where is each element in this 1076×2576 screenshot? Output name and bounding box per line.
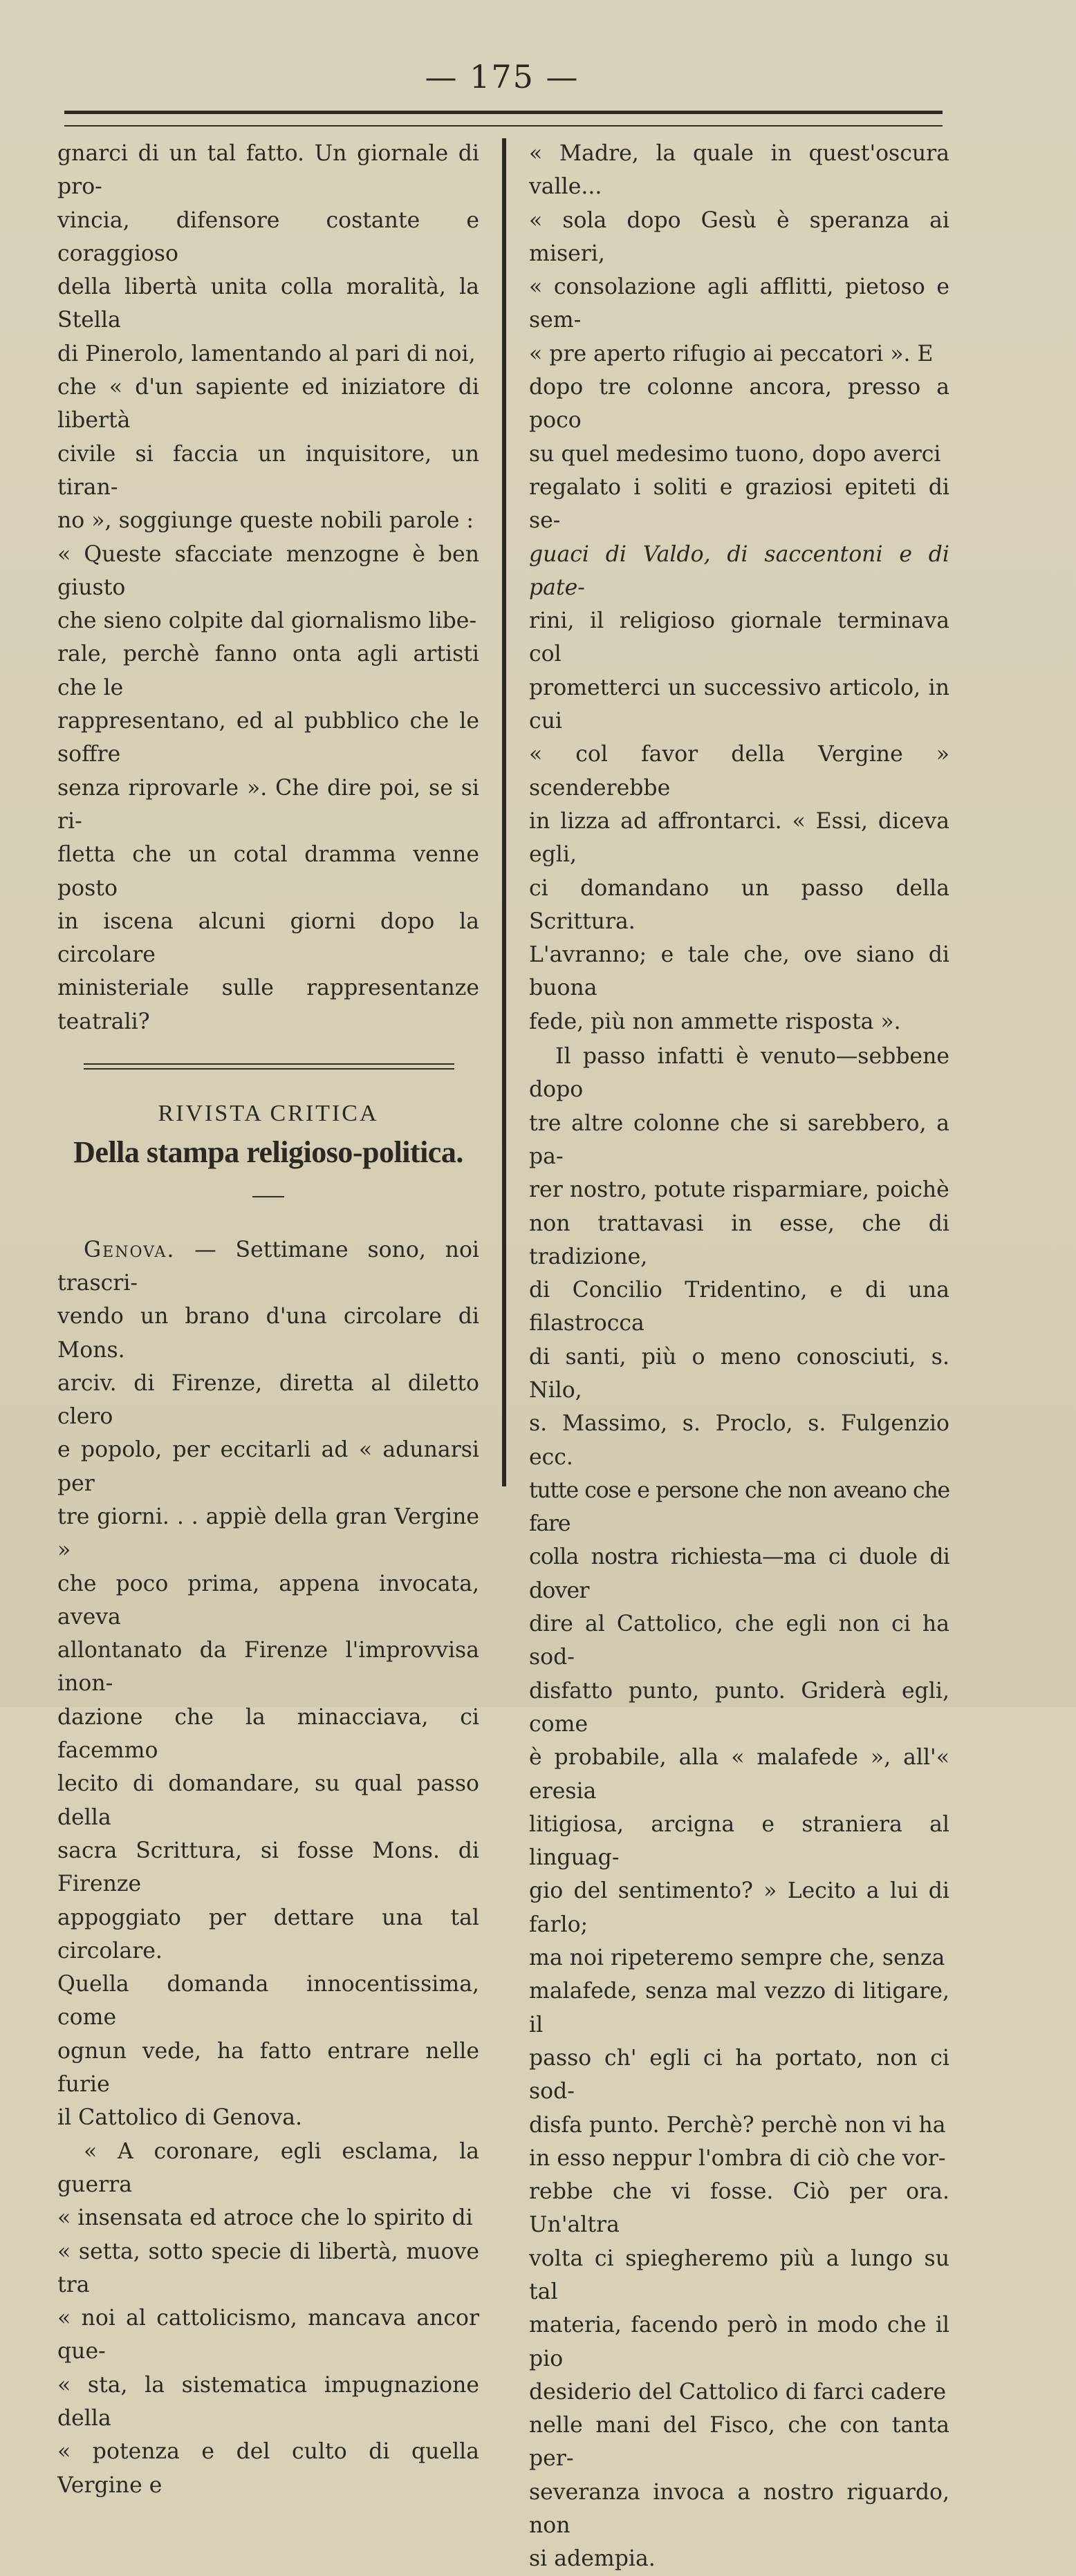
left-top-paragraph xyxy=(57,137,479,1038)
text-line: su quel medesimo tuono, dopo averci xyxy=(529,441,941,467)
text-line: nelle mani del Fisco, che con tanta per- xyxy=(529,2413,949,2472)
right-column xyxy=(529,137,949,2576)
text-line: che sieno colpite dal giornalismo libe- xyxy=(57,608,477,634)
text-line: dire al Cattolico, che egli non ci ha sod- xyxy=(529,1612,949,1670)
text-line: è probabile, alla « malafede », all'« eresia xyxy=(529,1745,949,1804)
text-line: in lizza ad affrontarci. « Essi, diceva egli, xyxy=(529,808,949,868)
text-line: regalato i soliti e graziosi epiteti di se- xyxy=(529,474,949,534)
text-line: L'avranno; e tale che, ove siano di buona xyxy=(529,942,949,1001)
text-line: prometterci un successivo articolo, in cui xyxy=(529,675,949,734)
text-line: tutte cose e persone che non aveano che fare xyxy=(529,1477,949,1537)
text-line: lecito di domandare, su qual passo della xyxy=(57,1771,479,1830)
text-line: rappresentano, ed al pubblico che le soffre xyxy=(57,709,479,767)
section-title: RIVISTA CRITICA xyxy=(158,1101,379,1127)
column-divider xyxy=(502,138,506,1486)
text-line: gnarci di un tal fatto. Un giornale di pro- xyxy=(57,141,479,200)
text-line xyxy=(57,1233,479,1300)
text-line: non trattavasi in esse, che di tradizione, xyxy=(529,1211,949,1269)
text-line: in esso neppur l'ombra di ciò che vor- xyxy=(529,2145,946,2171)
short-rule xyxy=(252,1196,284,1197)
text-line: rebbe che vi fosse. Ciò per ora. Un'altra xyxy=(529,2179,949,2238)
text-line: vincia, difensore costante e coraggioso xyxy=(57,207,479,266)
left-column xyxy=(57,137,479,2502)
section-double-rule xyxy=(84,1063,454,1070)
text-line: disfatto punto, punto. Griderà egli, come xyxy=(529,1678,949,1737)
text-line: colla nostra richiesta—ma ci duole di dover xyxy=(529,1544,949,1603)
text-line: « Madre, la quale in quest'oscura valle... xyxy=(529,141,949,200)
text-line: « col favor della Vergine » scenderebbe xyxy=(529,742,949,801)
text-line: si adempia. xyxy=(529,2546,656,2572)
text-line: civile si faccia un inquisitore, un tiran- xyxy=(57,441,479,500)
text-line: e popolo, per eccitarli ad « adunarsi per xyxy=(57,1437,479,1496)
text-line: « A coronare, egli esclama, la guerra xyxy=(57,2138,479,2197)
text-fragment: — Settimane sono, noi trascri- xyxy=(57,1237,480,1296)
text-line: Quella domanda innocentissima, come xyxy=(57,1972,479,2031)
text-line: passo ch' egli ci ha portato, non ci sod- xyxy=(529,2045,949,2104)
text-line: « potenza e del culto di quella Vergine e xyxy=(57,2439,479,2498)
section-subtitle: Della stampa religioso-politica. xyxy=(73,1135,463,1170)
article-paragraph-2 xyxy=(57,2135,479,2502)
text-line: di Concilio Tridentino, e di una filastrocca xyxy=(529,1278,949,1336)
text-line: rale, perchè fanno onta agli artisti che le xyxy=(57,642,479,700)
text-line: « noi al cattolicismo, mancava ancor que- xyxy=(57,2306,479,2364)
right-paragraph-1 xyxy=(529,137,949,1038)
text-line: senza riprovarle ». Che dire poi, se si ri- xyxy=(57,775,479,834)
text-line: allontanato da Firenze l'improvvisa inon- xyxy=(57,1638,479,1697)
text-line: fede, più non ammette risposta ». xyxy=(529,1009,901,1034)
text-line: « Queste sfacciate menzogne è ben giusto xyxy=(57,541,479,600)
text-line: materia, facendo però in modo che il pio xyxy=(529,2313,949,2371)
header-double-rule xyxy=(64,111,943,127)
text-line: « setta, sotto specie di libertà, muove tra xyxy=(57,2239,479,2297)
text-line: di santi, più o meno conosciuti, s. Nilo, xyxy=(529,1344,949,1403)
text-line: arciv. di Firenze, diretta al diletto clero xyxy=(57,1370,479,1430)
text-line: sacra Scrittura, si fosse Mons. di Firenze xyxy=(57,1838,479,1897)
text-line: « insensata ed atroce che lo spirito di xyxy=(57,2205,473,2231)
text-line: desiderio del Cattolico di farci cadere xyxy=(529,2379,947,2405)
text-line: « sola dopo Gesù è speranza ai miseri, xyxy=(529,207,949,266)
text-line: gio del sentimento? » Lecito a lui di farlo; xyxy=(529,1878,949,1937)
text-line: litigiosa, arcigna e straniera al linguag- xyxy=(529,1811,949,1871)
text-line: della libertà unita colla moralità, la Stella xyxy=(57,274,479,333)
text-line: fletta che un cotal dramma venne posto xyxy=(57,842,479,901)
text-line: « sta, la sistematica impugnazione della xyxy=(57,2372,479,2431)
text-line: « pre aperto rifugio ai peccatori ». E xyxy=(529,341,934,366)
text-line: vendo un brano d'una circolare di Mons. xyxy=(57,1304,479,1363)
right-paragraph-2 xyxy=(529,1040,949,2576)
text-line: dopo tre colonne ancora, presso a poco xyxy=(529,375,949,433)
text-line: che poco prima, appena invocata, aveva xyxy=(57,1571,479,1630)
text-line: no », soggiunge queste nobili parole : xyxy=(57,508,474,534)
text-line: severanza invoca a nostro riguardo, non xyxy=(529,2479,949,2539)
text-line: rini, il religioso giornale terminava col xyxy=(529,608,949,667)
text-line: rer nostro, potute risparmiare, poichè xyxy=(529,1177,949,1203)
text-line: il Cattolico di Genova. xyxy=(57,2105,302,2131)
text-line: guaci di Valdo, di saccentoni e di pate- xyxy=(529,541,949,600)
text-line: ci domandano un passo della Scrittura. xyxy=(529,875,949,934)
text-line: tre giorni. . . appiè della gran Vergine » xyxy=(57,1504,479,1563)
text-line: in iscena alcuni giorni dopo la circolare xyxy=(57,908,479,968)
text-line: di Pinerolo, lamentando al pari di noi, xyxy=(57,341,476,366)
text-line: malafede, senza mal vezzo di litigare, il xyxy=(529,1979,949,2037)
text-line: s. Massimo, s. Proclo, s. Fulgenzio ecc. xyxy=(529,1411,949,1470)
text-line: « consolazione agli afflitti, pietoso e sem- xyxy=(529,274,949,333)
article-paragraph-1 xyxy=(57,1233,479,2135)
text-line: tre altre colonne che si sarebbero, a pa- xyxy=(529,1110,949,1169)
text-line: ma noi ripeteremo sempre che, senza xyxy=(529,1945,945,1971)
text-line: Il passo infatti è venuto—sebbene dopo xyxy=(529,1044,949,1103)
text-line: appoggiato per dettare una tal circolare. xyxy=(57,1905,479,1963)
page-number: — 175 — xyxy=(425,58,579,95)
text-line: ognun vede, ha fatto entrare nelle furie xyxy=(57,2038,479,2098)
text-line: ministeriale sulle rappresentanze teatrali? xyxy=(57,976,479,1034)
place-name: Genova. xyxy=(84,1237,176,1262)
text-line: disfa punto. Perchè? perchè non vi ha xyxy=(529,2112,946,2138)
text-line: che « d'un sapiente ed iniziatore di libertà xyxy=(57,375,479,433)
text-line: volta ci spiegheremo più a lungo su tal xyxy=(529,2246,949,2304)
text-line: dazione che la minacciava, ci facemmo xyxy=(57,1704,479,1764)
